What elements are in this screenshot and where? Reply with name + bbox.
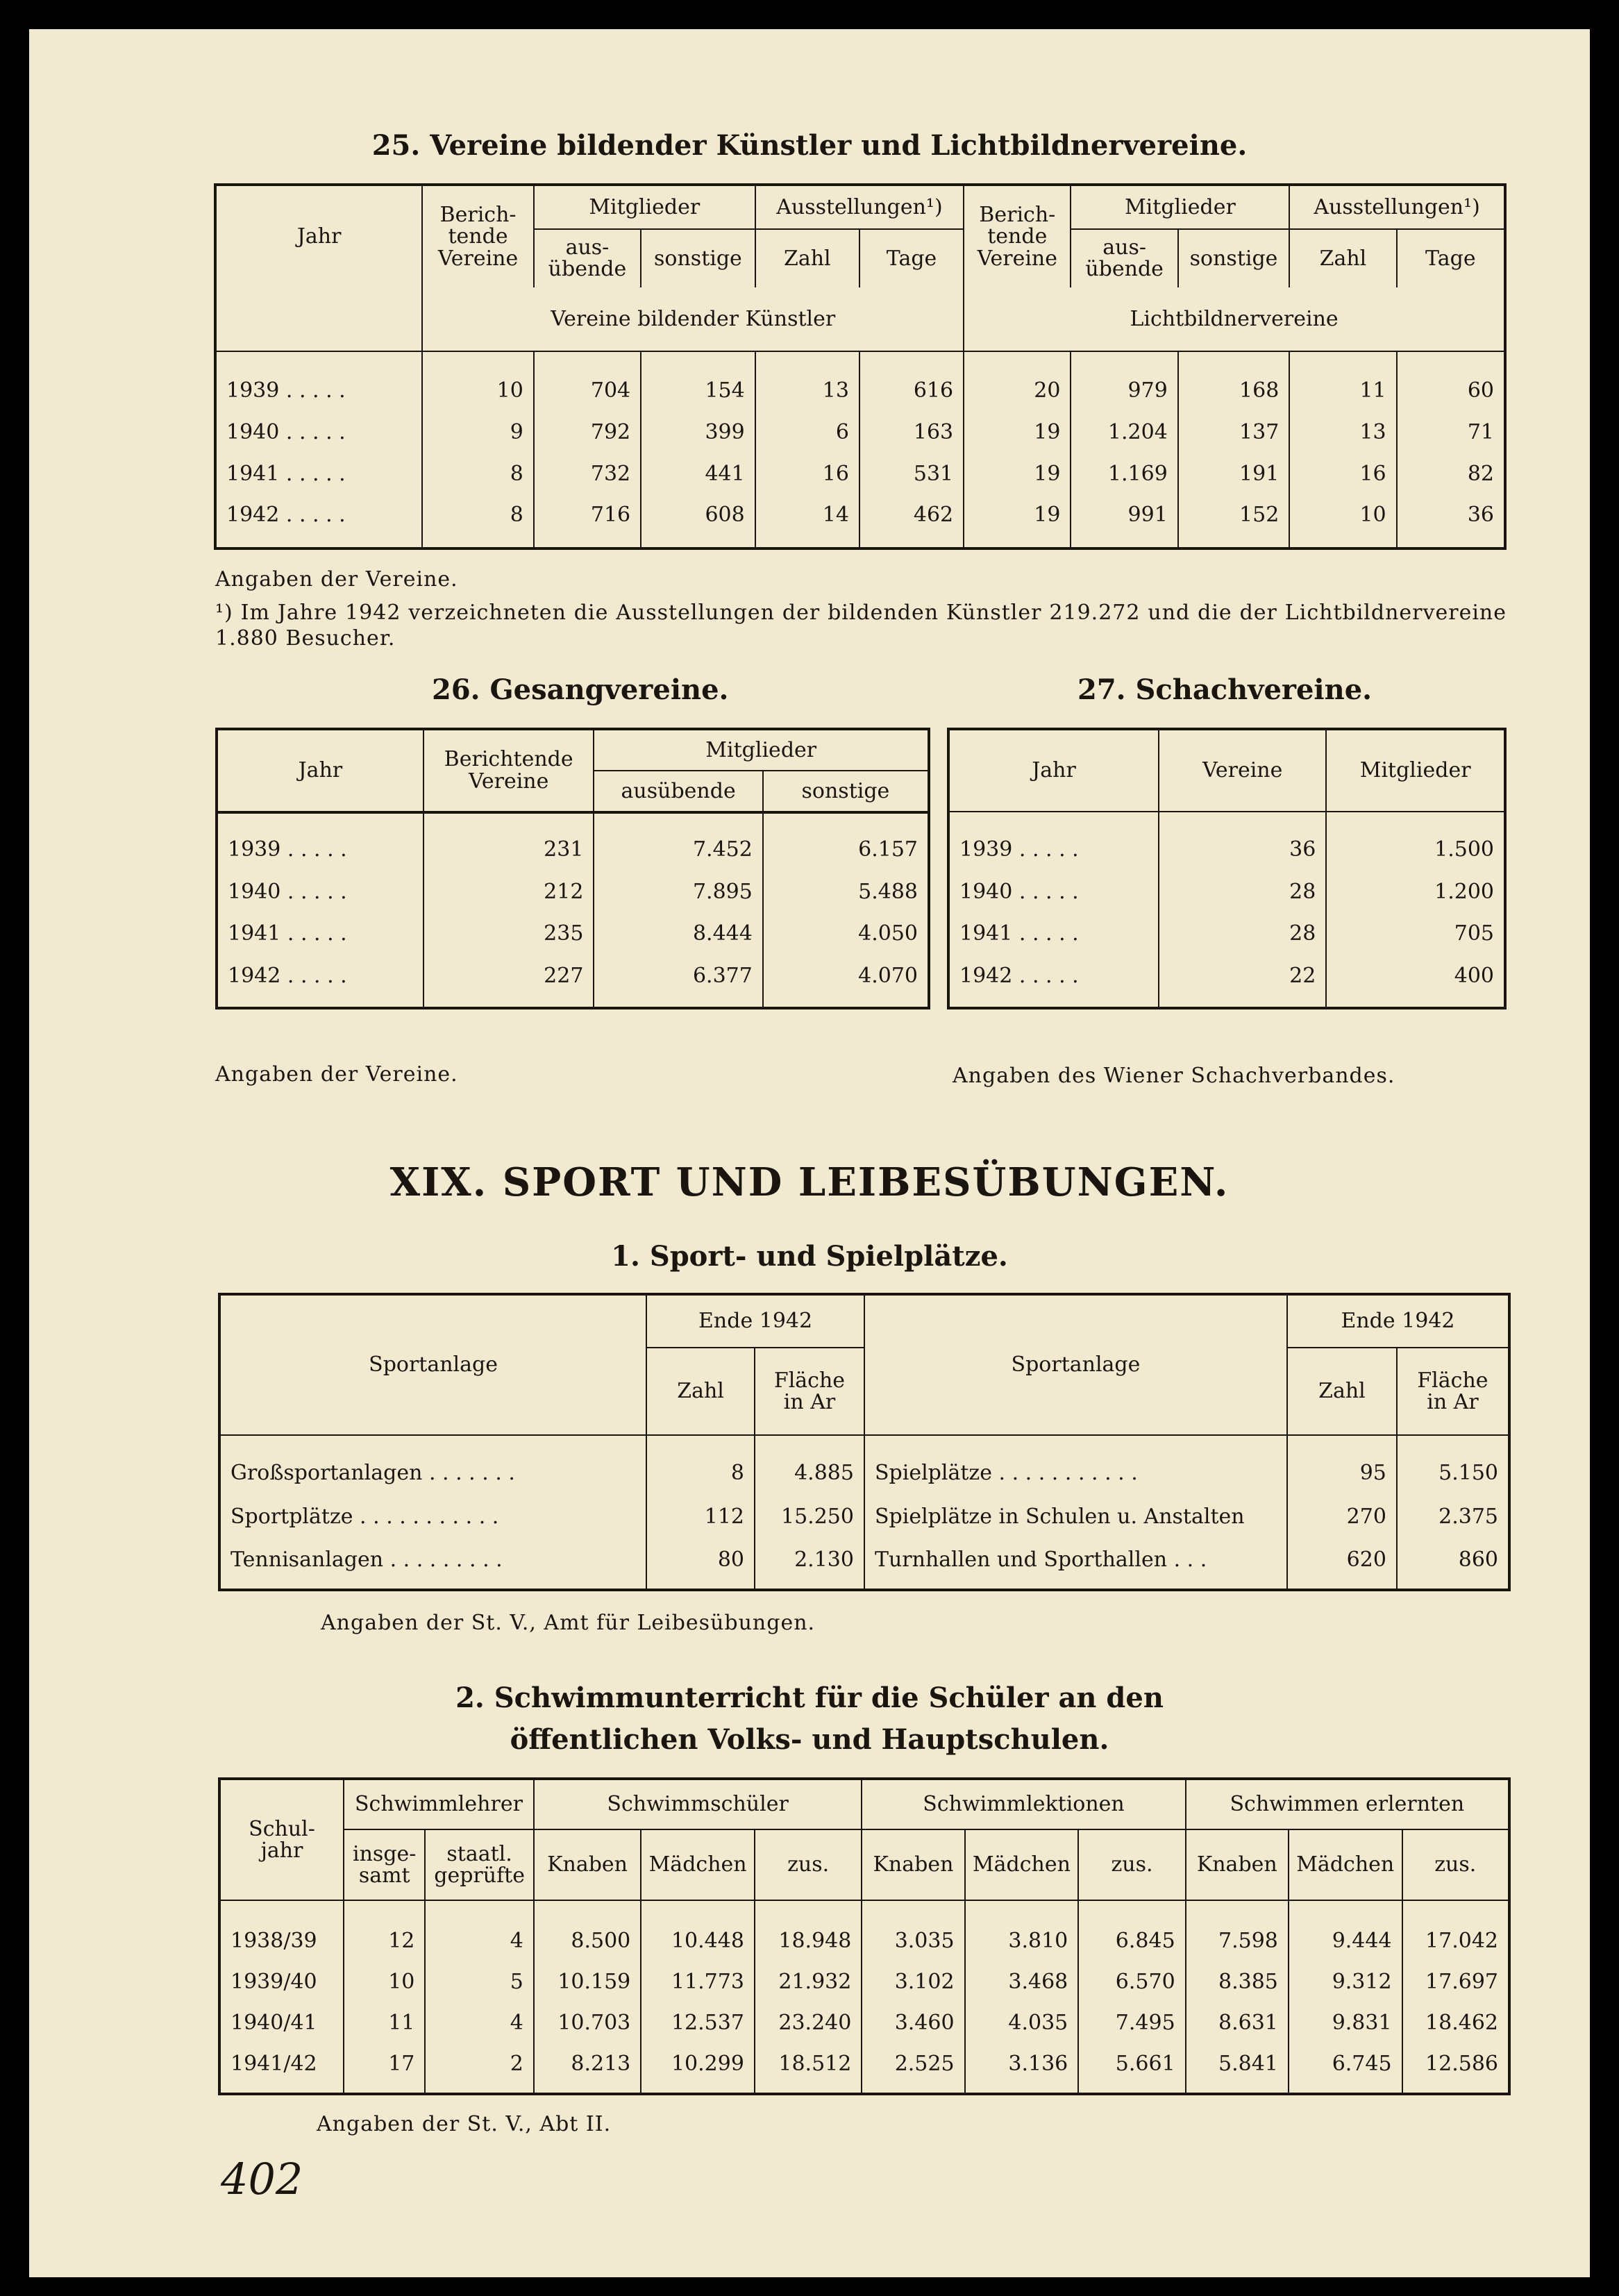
col-maedchen: Mädchen bbox=[965, 1829, 1079, 1900]
cell-em: 9.444 bbox=[1289, 1920, 1402, 1961]
cell-t2: 82 bbox=[1467, 461, 1494, 486]
table-2-title-line2: öffentlichen Volks- und Hauptschulen. bbox=[510, 1723, 1109, 1756]
cell-li: 10 bbox=[344, 1961, 425, 2002]
cell-jahr: 1941 . . . . . bbox=[950, 913, 1159, 955]
cell-ls: 4 bbox=[425, 1920, 533, 1961]
cell-rf: 2.375 bbox=[1438, 1504, 1498, 1529]
table-26-source: Angaben der Vereine. bbox=[215, 1062, 458, 1087]
table-25 bbox=[214, 183, 1507, 550]
cell-a2: 1.169 bbox=[1071, 453, 1177, 494]
cell-a: 6.377 bbox=[594, 955, 762, 996]
cell-b2: 20 bbox=[964, 370, 1071, 412]
cell-s2: 152 bbox=[1178, 494, 1290, 536]
col-jahr: Jahr bbox=[950, 730, 1159, 812]
cell-jahr: 1939 . . . . . bbox=[950, 829, 1159, 871]
cell-m: 1.200 bbox=[1434, 879, 1494, 904]
table-25-title: 25. Vereine bildender Künstler und Lichtbildnervereine. bbox=[371, 129, 1248, 162]
cell-sk: 8.213 bbox=[534, 2043, 641, 2084]
table-row bbox=[217, 494, 1504, 536]
table-row bbox=[950, 955, 1504, 996]
col-maedchen: Mädchen bbox=[1289, 1829, 1402, 1900]
col-zahl-2: Zahl bbox=[1289, 229, 1396, 287]
cell-ez: 18.462 bbox=[1425, 2010, 1498, 2035]
table-row bbox=[221, 1452, 1508, 1495]
cell-b1: 8 bbox=[422, 494, 534, 536]
col-mitglieder: Mitglieder bbox=[594, 730, 928, 771]
cell-a1: 732 bbox=[534, 453, 641, 494]
col-ausuebende: ausübende bbox=[594, 771, 762, 811]
cell-km: 4.035 bbox=[965, 2002, 1079, 2043]
cell-v: 36 bbox=[1159, 829, 1326, 871]
cell-s1: 399 bbox=[641, 412, 755, 453]
cell-a2: 1.204 bbox=[1071, 412, 1177, 453]
cell-km: 3.810 bbox=[965, 1920, 1079, 1961]
cell-rf: 5.150 bbox=[1438, 1461, 1498, 1486]
table-26 bbox=[215, 728, 930, 1009]
cell-b1: 10 bbox=[422, 370, 534, 412]
cell-r: Turnhallen und Sporthallen . . . bbox=[864, 1538, 1287, 1581]
cell-j: 1941/42 bbox=[221, 2043, 344, 2084]
cell-z1: 13 bbox=[755, 370, 859, 412]
col-zahl-right: Zahl bbox=[1287, 1348, 1397, 1435]
group-bildende-kuenstler: Vereine bildender Künstler bbox=[422, 287, 964, 351]
cell-a: 7.452 bbox=[594, 829, 762, 871]
col-zahl-1: Zahl bbox=[755, 229, 859, 287]
table-2-source: Angaben der St. V., Abt II. bbox=[317, 2112, 612, 2136]
col-vereine: Vereine bbox=[1159, 730, 1326, 812]
cell-b1: 8 bbox=[422, 453, 534, 494]
cell-s1: 608 bbox=[641, 494, 755, 536]
cell-b: 231 bbox=[423, 829, 594, 871]
col-ende-right: Ende 1942 bbox=[1287, 1296, 1508, 1348]
cell-b2: 19 bbox=[964, 494, 1071, 536]
cell-a2: 979 bbox=[1071, 370, 1177, 412]
cell-t1: 462 bbox=[859, 494, 964, 536]
cell-jahr: 1941 . . . . . bbox=[218, 913, 423, 955]
table-row bbox=[221, 1920, 1508, 1961]
cell-v: 28 bbox=[1159, 871, 1326, 912]
cell-l: Großsportanlagen . . . . . . . bbox=[221, 1452, 646, 1495]
col-schwimmschueler: Schwimmschüler bbox=[534, 1780, 862, 1829]
table-1-source: Angaben der St. V., Amt für Leibesübungen. bbox=[321, 1611, 816, 1635]
cell-ez: 17.697 bbox=[1425, 1969, 1498, 1994]
col-zus: zus. bbox=[1078, 1829, 1185, 1900]
col-ausstellungen-1: Ausstellungen¹) bbox=[755, 186, 964, 229]
table-row bbox=[218, 955, 928, 996]
col-sonstige-1: sonstige bbox=[641, 229, 755, 287]
cell-l: Tennisanlagen . . . . . . . . . bbox=[221, 1538, 646, 1581]
cell-li: 17 bbox=[344, 2043, 425, 2084]
cell-t1: 616 bbox=[859, 370, 964, 412]
table-1 bbox=[218, 1293, 1511, 1591]
cell-sz: 18.948 bbox=[755, 1920, 862, 1961]
cell-a: 7.895 bbox=[594, 871, 762, 912]
col-sportanlage-right: Sportanlage bbox=[864, 1296, 1287, 1435]
cell-z2: 13 bbox=[1289, 412, 1396, 453]
col-schuljahr: Schul- jahr bbox=[221, 1780, 344, 1900]
cell-kk: 3.460 bbox=[862, 2002, 964, 2043]
cell-rz: 95 bbox=[1287, 1452, 1397, 1495]
col-knaben: Knaben bbox=[862, 1829, 964, 1900]
cell-t1: 531 bbox=[859, 453, 964, 494]
table-row bbox=[221, 1961, 1508, 2002]
cell-z1: 6 bbox=[755, 412, 859, 453]
cell-ek: 8.631 bbox=[1186, 2002, 1289, 2043]
cell-v: 28 bbox=[1159, 913, 1326, 955]
cell-li: 12 bbox=[344, 1920, 425, 1961]
table-row bbox=[221, 2043, 1508, 2084]
col-berichtende: Berichtende Vereine bbox=[423, 730, 594, 812]
cell-ez: 17.042 bbox=[1425, 1928, 1498, 1953]
col-ausuebende-1: aus- übende bbox=[534, 229, 641, 287]
col-flaeche-left: Fläche in Ar bbox=[755, 1348, 864, 1435]
table-row bbox=[221, 1538, 1508, 1581]
table-row bbox=[221, 1495, 1508, 1538]
cell-kz: 5.661 bbox=[1078, 2043, 1185, 2084]
col-maedchen: Mädchen bbox=[641, 1829, 755, 1900]
cell-sz: 21.932 bbox=[755, 1961, 862, 2002]
cell-jahr: 1940 . . . . . bbox=[217, 412, 422, 453]
table-row bbox=[221, 2002, 1508, 2043]
cell-r: Spielplätze . . . . . . . . . . . bbox=[864, 1452, 1287, 1495]
cell-kz: 7.495 bbox=[1078, 2002, 1185, 2043]
cell-l: Sportplätze . . . . . . . . . . . bbox=[221, 1495, 646, 1538]
cell-sm: 10.448 bbox=[641, 1920, 755, 1961]
cell-s2: 168 bbox=[1178, 370, 1290, 412]
col-flaeche-right: Fläche in Ar bbox=[1397, 1348, 1508, 1435]
page bbox=[29, 29, 1590, 2277]
cell-v: 22 bbox=[1159, 955, 1326, 996]
cell-lz: 8 bbox=[646, 1452, 755, 1495]
col-schwimmlehrer: Schwimmlehrer bbox=[344, 1780, 534, 1829]
cell-ls: 5 bbox=[425, 1961, 533, 2002]
cell-z2: 10 bbox=[1289, 494, 1396, 536]
cell-m: 705 bbox=[1454, 921, 1494, 946]
table-25-source: Angaben der Vereine. bbox=[215, 567, 458, 592]
col-berichtende-2: Berich- tende Vereine bbox=[964, 186, 1071, 287]
col-tage-1: Tage bbox=[859, 229, 964, 287]
col-tage-2: Tage bbox=[1425, 246, 1476, 271]
col-zus: zus. bbox=[1402, 1829, 1508, 1900]
cell-rz: 620 bbox=[1287, 1538, 1397, 1581]
cell-a1: 704 bbox=[534, 370, 641, 412]
cell-z1: 16 bbox=[755, 453, 859, 494]
col-knaben: Knaben bbox=[1186, 1829, 1289, 1900]
table-1-title: 1. Sport- und Spielplätze. bbox=[611, 1240, 1008, 1273]
cell-rz: 270 bbox=[1287, 1495, 1397, 1538]
table-27-source: Angaben des Wiener Schachverbandes. bbox=[953, 1064, 1395, 1088]
col-schwimmlektionen: Schwimmlektionen bbox=[862, 1780, 1185, 1829]
col-sonstige: sonstige bbox=[763, 771, 928, 811]
cell-s: 4.070 bbox=[858, 963, 918, 988]
col-zus: zus. bbox=[755, 1829, 862, 1900]
cell-j: 1940/41 bbox=[221, 2002, 344, 2043]
table-2 bbox=[218, 1777, 1511, 2095]
cell-t1: 163 bbox=[859, 412, 964, 453]
col-jahr: Jahr bbox=[218, 730, 423, 812]
cell-a2: 991 bbox=[1071, 494, 1177, 536]
cell-ek: 7.598 bbox=[1186, 1920, 1289, 1961]
cell-t2: 60 bbox=[1467, 378, 1494, 403]
cell-b: 212 bbox=[423, 871, 594, 912]
cell-em: 6.745 bbox=[1289, 2043, 1402, 2084]
cell-sm: 10.299 bbox=[641, 2043, 755, 2084]
table-row bbox=[218, 913, 928, 955]
cell-kk: 3.102 bbox=[862, 1961, 964, 2002]
cell-lf: 4.885 bbox=[755, 1452, 864, 1495]
col-mitglieder-1: Mitglieder bbox=[534, 186, 755, 229]
cell-lz: 112 bbox=[646, 1495, 755, 1538]
table-26-title: 26. Gesangvereine. bbox=[432, 673, 729, 706]
cell-s2: 137 bbox=[1178, 412, 1290, 453]
cell-sk: 10.703 bbox=[534, 2002, 641, 2043]
section-title: XIX. SPORT UND LEIBESÜBUNGEN. bbox=[389, 1159, 1230, 1205]
cell-km: 3.468 bbox=[965, 1961, 1079, 2002]
page-number: 402 bbox=[221, 2154, 303, 2204]
cell-s: 4.050 bbox=[858, 921, 918, 946]
cell-ez: 12.586 bbox=[1425, 2051, 1498, 2076]
cell-kz: 6.845 bbox=[1078, 1920, 1185, 1961]
col-mitglieder-2: Mitglieder bbox=[1071, 186, 1289, 229]
col-zahl-left: Zahl bbox=[646, 1348, 755, 1435]
cell-lf: 15.250 bbox=[755, 1495, 864, 1538]
col-jahr: Jahr bbox=[217, 186, 422, 287]
group-lichtbildner: Lichtbildnervereine bbox=[964, 287, 1504, 351]
cell-b1: 9 bbox=[422, 412, 534, 453]
cell-sz: 23.240 bbox=[755, 2002, 862, 2043]
table-27 bbox=[947, 728, 1507, 1009]
cell-sk: 8.500 bbox=[534, 1920, 641, 1961]
cell-kk: 3.035 bbox=[862, 1920, 964, 1961]
cell-jahr: 1942 . . . . . bbox=[950, 955, 1159, 996]
table-25-footnote: ¹) Im Jahre 1942 verzeichneten die Ausstellungen der bildenden Künstler 219.272 und die der Lichtbildnervereine 1.880 Besucher. bbox=[215, 601, 1507, 651]
cell-a1: 716 bbox=[534, 494, 641, 536]
cell-sk: 10.159 bbox=[534, 1961, 641, 2002]
cell-b2: 19 bbox=[964, 412, 1071, 453]
cell-rf: 860 bbox=[1458, 1547, 1498, 1572]
cell-li: 11 bbox=[344, 2002, 425, 2043]
cell-ls: 2 bbox=[425, 2043, 533, 2084]
cell-ek: 5.841 bbox=[1186, 2043, 1289, 2084]
cell-ek: 8.385 bbox=[1186, 1961, 1289, 2002]
cell-s1: 441 bbox=[641, 453, 755, 494]
col-sportanlage-left: Sportanlage bbox=[221, 1296, 646, 1435]
col-knaben: Knaben bbox=[534, 1829, 641, 1900]
cell-jahr: 1942 . . . . . bbox=[217, 494, 422, 536]
cell-jahr: 1940 . . . . . bbox=[218, 871, 423, 912]
cell-s: 5.488 bbox=[858, 879, 918, 904]
cell-ls: 4 bbox=[425, 2002, 533, 2043]
cell-a1: 792 bbox=[534, 412, 641, 453]
cell-jahr: 1939 . . . . . bbox=[218, 829, 423, 871]
col-insgesamt: insge- samt bbox=[344, 1829, 425, 1900]
table-row bbox=[217, 453, 1504, 494]
table-27-title: 27. Schachvereine. bbox=[1077, 673, 1373, 706]
cell-z2: 16 bbox=[1289, 453, 1396, 494]
cell-b2: 19 bbox=[964, 453, 1071, 494]
cell-lf: 2.130 bbox=[755, 1538, 864, 1581]
cell-sm: 12.537 bbox=[641, 2002, 755, 2043]
cell-kk: 2.525 bbox=[862, 2043, 964, 2084]
col-staatl-gepruefte: staatl. geprüfte bbox=[425, 1829, 533, 1900]
cell-r: Spielplätze in Schulen u. Anstalten bbox=[864, 1495, 1287, 1538]
cell-km: 3.136 bbox=[965, 2043, 1079, 2084]
cell-t2: 36 bbox=[1467, 503, 1494, 528]
table-row bbox=[218, 871, 928, 912]
cell-z1: 14 bbox=[755, 494, 859, 536]
col-sonstige-2: sonstige bbox=[1178, 229, 1290, 287]
table-row bbox=[950, 871, 1504, 912]
col-ausstellungen-2: Ausstellungen¹) bbox=[1289, 186, 1504, 229]
cell-j: 1939/40 bbox=[221, 1961, 344, 2002]
col-ende-left: Ende 1942 bbox=[646, 1296, 864, 1348]
cell-kz: 6.570 bbox=[1078, 1961, 1185, 2002]
cell-m: 400 bbox=[1454, 963, 1494, 988]
col-berichtende-1: Berich- tende Vereine bbox=[422, 186, 534, 287]
cell-m: 1.500 bbox=[1434, 837, 1494, 862]
cell-j: 1938/39 bbox=[221, 1920, 344, 1961]
cell-z2: 11 bbox=[1289, 370, 1396, 412]
cell-jahr: 1942 . . . . . bbox=[218, 955, 423, 996]
cell-em: 9.831 bbox=[1289, 2002, 1402, 2043]
table-row bbox=[950, 829, 1504, 871]
cell-s: 6.157 bbox=[858, 837, 918, 862]
cell-b: 227 bbox=[423, 955, 594, 996]
cell-jahr: 1939 . . . . . bbox=[217, 370, 422, 412]
cell-jahr: 1941 . . . . . bbox=[217, 453, 422, 494]
cell-em: 9.312 bbox=[1289, 1961, 1402, 2002]
col-ausuebende-2: aus- übende bbox=[1071, 229, 1177, 287]
table-row bbox=[217, 370, 1504, 412]
cell-sz: 18.512 bbox=[755, 2043, 862, 2084]
cell-t2: 71 bbox=[1467, 420, 1494, 445]
cell-jahr: 1940 . . . . . bbox=[950, 871, 1159, 912]
col-mitglieder: Mitglieder bbox=[1326, 730, 1504, 812]
cell-a: 8.444 bbox=[594, 913, 762, 955]
col-schwimmen-erlernten: Schwimmen erlernten bbox=[1186, 1780, 1508, 1829]
cell-s2: 191 bbox=[1178, 453, 1290, 494]
cell-sm: 11.773 bbox=[641, 1961, 755, 2002]
table-row bbox=[950, 913, 1504, 955]
cell-lz: 80 bbox=[646, 1538, 755, 1581]
cell-s1: 154 bbox=[641, 370, 755, 412]
table-2-title-line1: 2. Schwimmunterricht für die Schüler an den bbox=[455, 1682, 1164, 1714]
table-row bbox=[218, 829, 928, 871]
table-row bbox=[217, 412, 1504, 453]
cell-b: 235 bbox=[423, 913, 594, 955]
